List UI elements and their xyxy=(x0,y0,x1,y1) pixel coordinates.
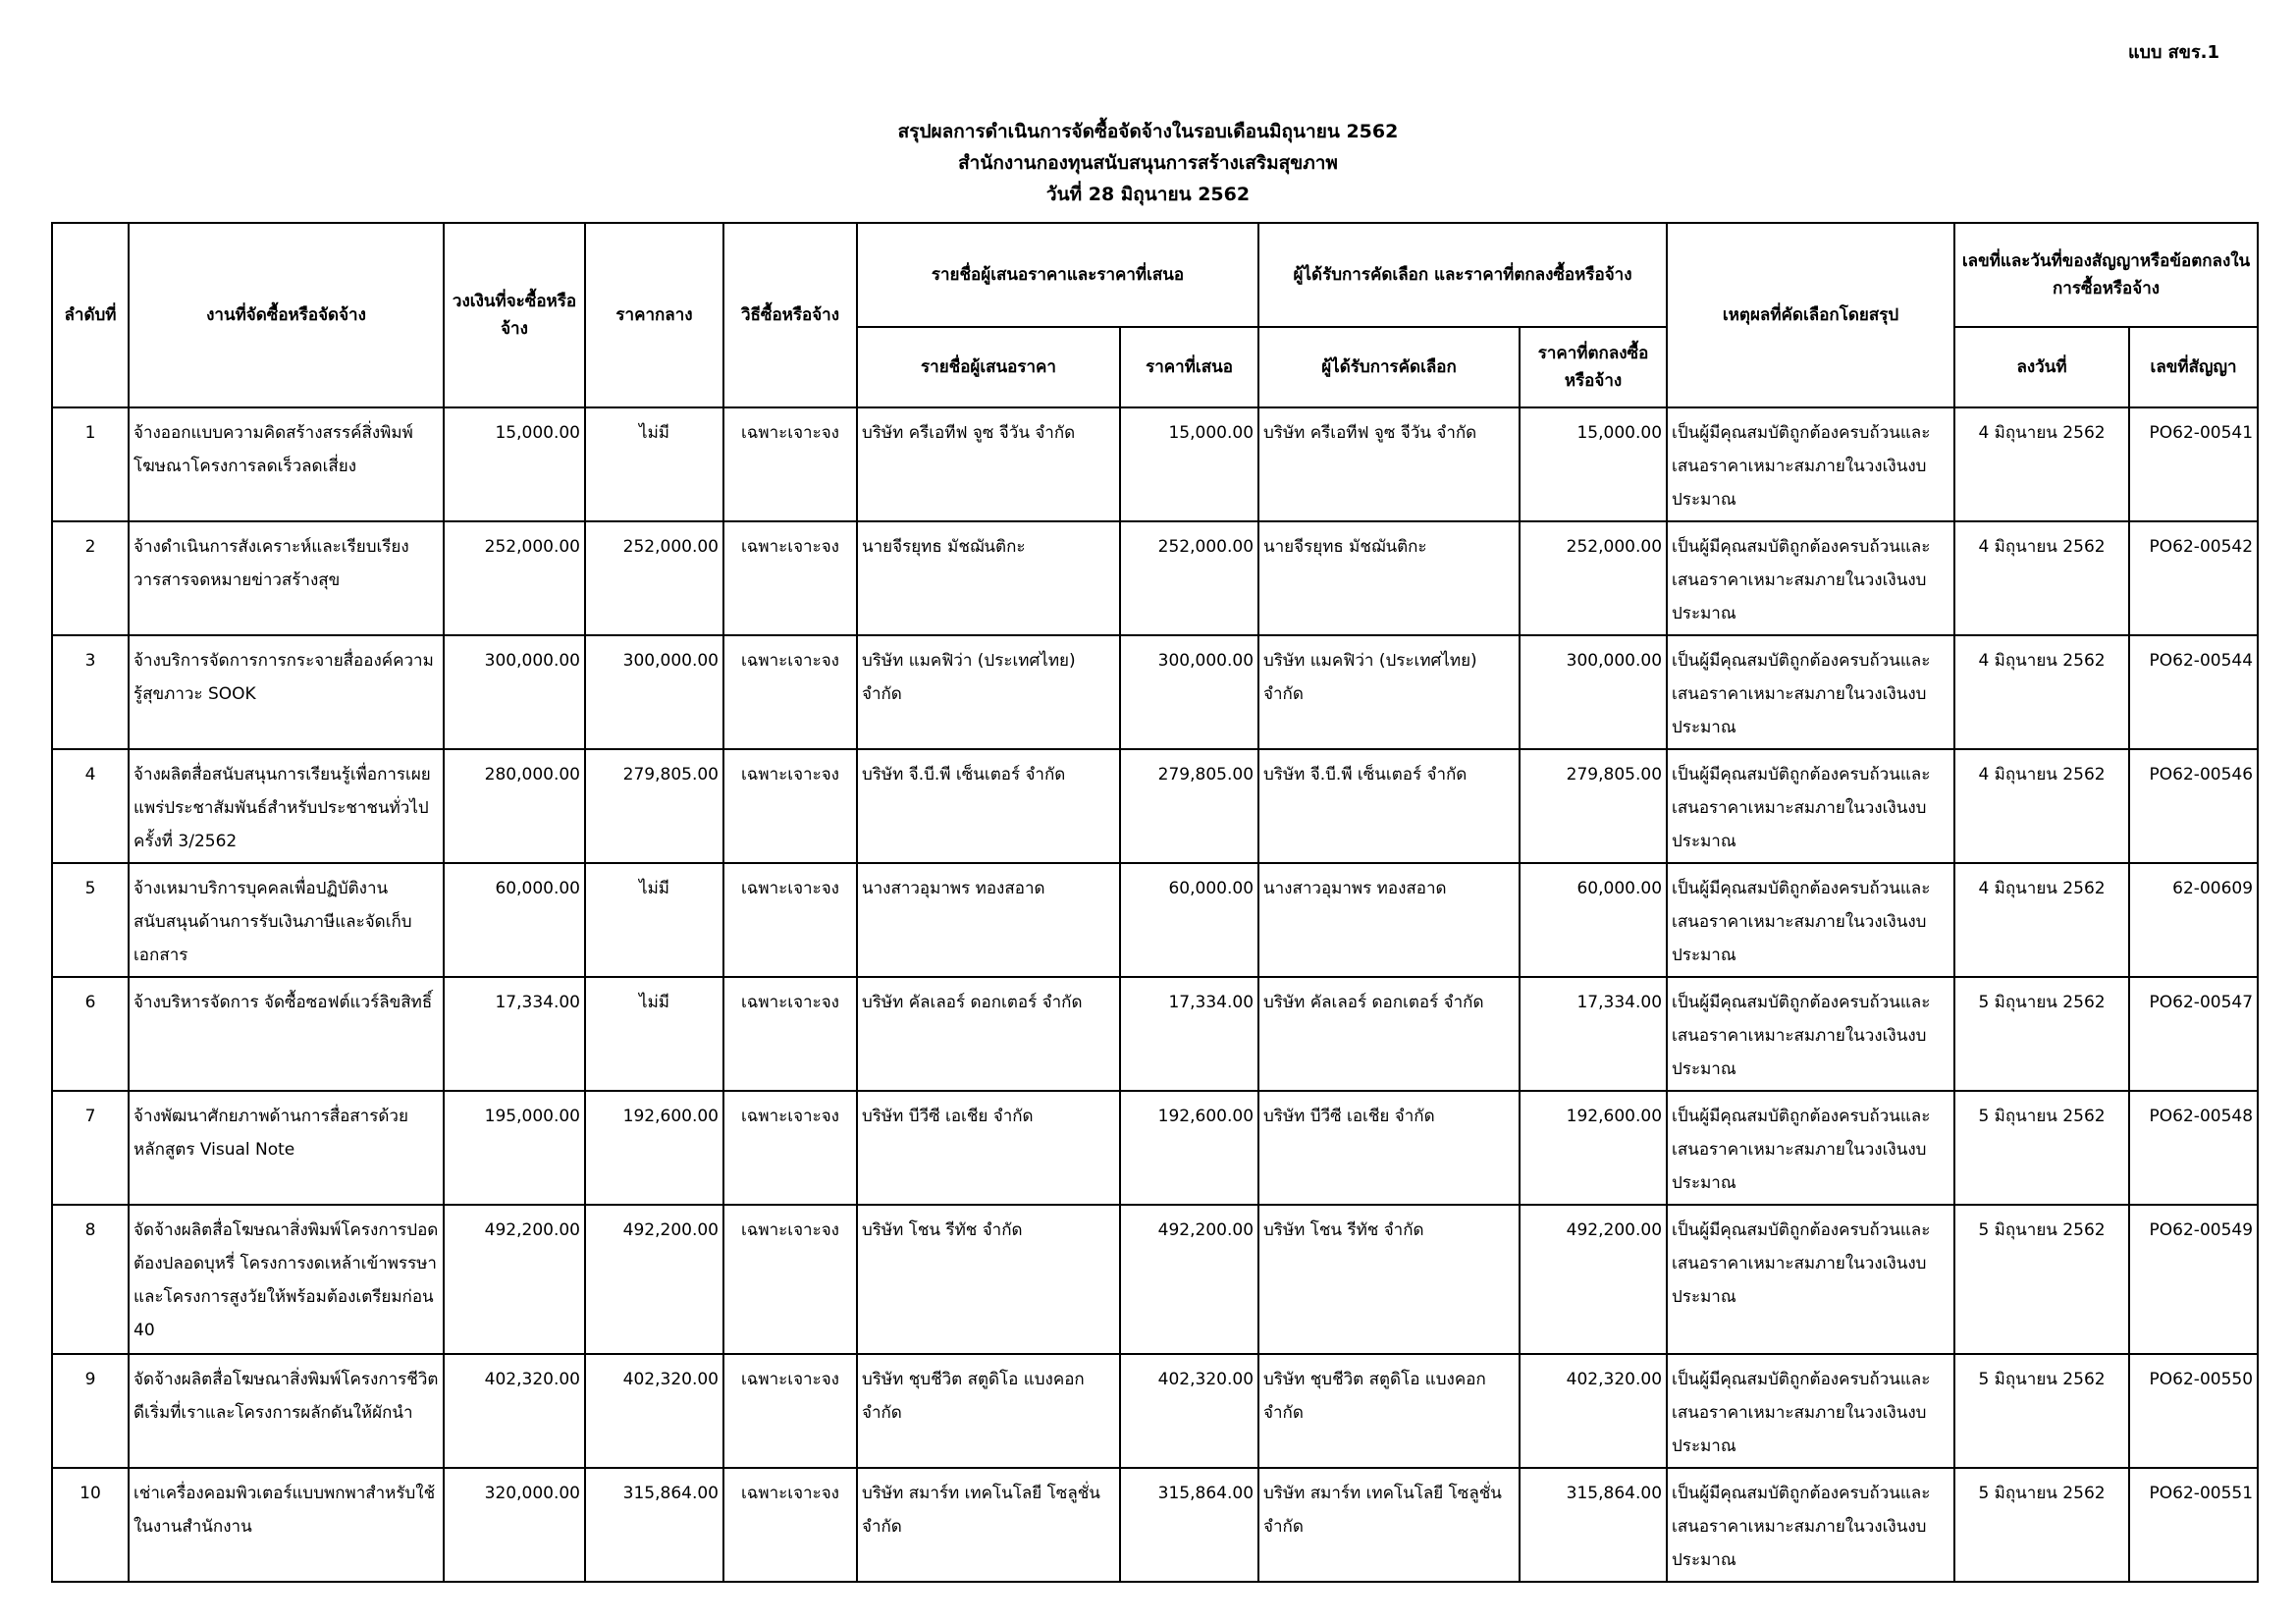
cell-method: เฉพาะเจาะจง xyxy=(723,407,857,521)
cell-contract-no: PO62-00551 xyxy=(2129,1468,2258,1582)
cell-contract-no: PO62-00550 xyxy=(2129,1354,2258,1468)
cell-agreed: 492,200.00 xyxy=(1520,1205,1667,1354)
cell-task: จ้างดำเนินการสังเคราะห์และเรียบเรียงวารสารจดหมายข่าวสร้างสุข xyxy=(129,521,444,635)
cell-bid: 402,320.00 xyxy=(1120,1354,1258,1468)
cell-seq: 6 xyxy=(52,977,129,1091)
col-agreed-price-header: ราคาที่ตกลงซื้อหรือจ้าง xyxy=(1520,327,1667,407)
cell-winner: บริษัท บีวีซี เอเชีย จำกัด xyxy=(1258,1091,1520,1205)
cell-task: เช่าเครื่องคอมพิวเตอร์แบบพกพาสำหรับใช้ในงานสำนักงาน xyxy=(129,1468,444,1582)
cell-winner: บริษัท แมคฟิว่า (ประเทศไทย) จำกัด xyxy=(1258,635,1520,749)
cell-reason: เป็นผู้มีคุณสมบัติถูกต้องครบถ้วนและเสนอราคาเหมาะสมภายในวงเงินงบประมาณ xyxy=(1667,1468,1954,1582)
cell-contract-no: PO62-00547 xyxy=(2129,977,2258,1091)
cell-budget: 300,000.00 xyxy=(444,635,585,749)
col-contract-no-header: เลขที่สัญญา xyxy=(2129,327,2258,407)
cell-method: เฉพาะเจาะจง xyxy=(723,635,857,749)
col-median-header: ราคากลาง xyxy=(585,223,723,407)
cell-reason: เป็นผู้มีคุณสมบัติถูกต้องครบถ้วนและเสนอราคาเหมาะสมภายในวงเงินงบประมาณ xyxy=(1667,977,1954,1091)
cell-budget: 15,000.00 xyxy=(444,407,585,521)
cell-contract-date: 5 มิถุนายน 2562 xyxy=(1954,1468,2129,1582)
cell-budget: 17,334.00 xyxy=(444,977,585,1091)
cell-task: จ้างบริหารจัดการ จัดซื้อซอฟต์แวร์ลิขสิทธิ์ xyxy=(129,977,444,1091)
cell-agreed: 192,600.00 xyxy=(1520,1091,1667,1205)
cell-winner: นางสาวอุมาพร ทองสอาด xyxy=(1258,863,1520,977)
cell-reason: เป็นผู้มีคุณสมบัติถูกต้องครบถ้วนและเสนอราคาเหมาะสมภายในวงเงินงบประมาณ xyxy=(1667,1354,1954,1468)
cell-budget: 320,000.00 xyxy=(444,1468,585,1582)
cell-reason: เป็นผู้มีคุณสมบัติถูกต้องครบถ้วนและเสนอราคาเหมาะสมภายในวงเงินงบประมาณ xyxy=(1667,1205,1954,1354)
cell-task: จ้างผลิตสื่อสนับสนุนการเรียนรู้เพื่อการเผยแพร่ประชาสัมพันธ์สำหรับประชาชนทั่วไป ครั้งที่ 3/2562 xyxy=(129,749,444,863)
cell-reason: เป็นผู้มีคุณสมบัติถูกต้องครบถ้วนและเสนอราคาเหมาะสมภายในวงเงินงบประมาณ xyxy=(1667,407,1954,521)
cell-method: เฉพาะเจาะจง xyxy=(723,749,857,863)
cell-contract-date: 5 มิถุนายน 2562 xyxy=(1954,1091,2129,1205)
cell-task: จัดจ้างผลิตสื่อโฆษณาสิ่งพิมพ์โครงการชีวิตดีเริ่มที่เราและโครงการผลักดันให้ผักนำ xyxy=(129,1354,444,1468)
table-row xyxy=(52,635,2258,749)
organization-name: สำนักงานกองทุนสนับสนุนการสร้างเสริมสุขภาพ xyxy=(958,152,1338,174)
cell-contract-date: 4 มิถุนายน 2562 xyxy=(1954,635,2129,749)
document-header xyxy=(0,116,2296,210)
cell-median: ไม่มี xyxy=(585,407,723,521)
cell-seq: 9 xyxy=(52,1354,129,1468)
col-bidder-name-header: รายชื่อผู้เสนอราคา xyxy=(857,327,1120,407)
cell-bid: 17,334.00 xyxy=(1120,977,1258,1091)
cell-bid: 15,000.00 xyxy=(1120,407,1258,521)
cell-bidder: บริษัท ชุบชีวิต สตูดิโอ แบงคอก จำกัด xyxy=(857,1354,1120,1468)
cell-task: จ้างพัฒนาศักยภาพด้านการสื่อสารด้วยหลักสูตร Visual Note xyxy=(129,1091,444,1205)
cell-median: 252,000.00 xyxy=(585,521,723,635)
col-seq-header: ลำดับที่ xyxy=(52,223,129,407)
col-bidders-group-header: รายชื่อผู้เสนอราคาและราคาที่เสนอ xyxy=(857,223,1258,327)
cell-bidder: บริษัท คัลเลอร์ ดอกเตอร์ จำกัด xyxy=(857,977,1120,1091)
cell-seq: 2 xyxy=(52,521,129,635)
cell-reason: เป็นผู้มีคุณสมบัติถูกต้องครบถ้วนและเสนอราคาเหมาะสมภายในวงเงินงบประมาณ xyxy=(1667,521,1954,635)
cell-method: เฉพาะเจาะจง xyxy=(723,977,857,1091)
cell-agreed: 252,000.00 xyxy=(1520,521,1667,635)
col-reason-header: เหตุผลที่คัดเลือกโดยสรุป xyxy=(1667,223,1954,407)
cell-contract-date: 5 มิถุนายน 2562 xyxy=(1954,1354,2129,1468)
table-row xyxy=(52,749,2258,863)
cell-reason: เป็นผู้มีคุณสมบัติถูกต้องครบถ้วนและเสนอราคาเหมาะสมภายในวงเงินงบประมาณ xyxy=(1667,1091,1954,1205)
cell-bidder: บริษัท แมคฟิว่า (ประเทศไทย) จำกัด xyxy=(857,635,1120,749)
table-row xyxy=(52,863,2258,977)
report-title: สรุปผลการดำเนินการจัดซื้อจัดจ้างในรอบเดือนมิถุนายน 2562 xyxy=(897,121,1399,142)
cell-contract-no: PO62-00541 xyxy=(2129,407,2258,521)
cell-seq: 3 xyxy=(52,635,129,749)
cell-agreed: 315,864.00 xyxy=(1520,1468,1667,1582)
cell-agreed: 60,000.00 xyxy=(1520,863,1667,977)
cell-bidder: บริษัท ครีเอทีฟ จูซ จีวัน จำกัด xyxy=(857,407,1120,521)
cell-contract-no: PO62-00549 xyxy=(2129,1205,2258,1354)
cell-budget: 280,000.00 xyxy=(444,749,585,863)
table-row xyxy=(52,1091,2258,1205)
cell-contract-date: 4 มิถุนายน 2562 xyxy=(1954,521,2129,635)
col-task-header: งานที่จัดซื้อหรือจัดจ้าง xyxy=(129,223,444,407)
cell-method: เฉพาะเจาะจง xyxy=(723,521,857,635)
cell-median: 492,200.00 xyxy=(585,1205,723,1354)
table-row xyxy=(52,521,2258,635)
cell-winner: บริษัท ชุบชีวิต สตูดิโอ แบงคอก จำกัด xyxy=(1258,1354,1520,1468)
cell-bid: 252,000.00 xyxy=(1120,521,1258,635)
cell-contract-no: 62-00609 xyxy=(2129,863,2258,977)
table-header xyxy=(52,223,2258,407)
cell-contract-no: PO62-00544 xyxy=(2129,635,2258,749)
cell-seq: 1 xyxy=(52,407,129,521)
cell-budget: 252,000.00 xyxy=(444,521,585,635)
cell-winner: นายจีรยุทธ มัชฌันติกะ xyxy=(1258,521,1520,635)
col-method-header: วิธีซื้อหรือจ้าง xyxy=(723,223,857,407)
cell-median: 192,600.00 xyxy=(585,1091,723,1205)
cell-method: เฉพาะเจาะจง xyxy=(723,863,857,977)
cell-task: จ้างเหมาบริการบุคคลเพื่อปฏิบัติงานสนับสนุนด้านการรับเงินภาษีและจัดเก็บเอกสาร xyxy=(129,863,444,977)
cell-method: เฉพาะเจาะจง xyxy=(723,1205,857,1354)
cell-winner: บริษัท จี.บี.พี เซ็นเตอร์ จำกัด xyxy=(1258,749,1520,863)
cell-task: จ้างออกแบบความคิดสร้างสรรค์สิ่งพิมพ์โฆษณาโครงการลดเร็วลดเสี่ยง xyxy=(129,407,444,521)
cell-contract-date: 5 มิถุนายน 2562 xyxy=(1954,1205,2129,1354)
cell-bid: 60,000.00 xyxy=(1120,863,1258,977)
cell-contract-date: 4 มิถุนายน 2562 xyxy=(1954,863,2129,977)
cell-bidder: บริษัท โชน รีทัช จำกัด xyxy=(857,1205,1120,1354)
col-bid-price-header: ราคาที่เสนอ xyxy=(1120,327,1258,407)
cell-winner: บริษัท โชน รีทัช จำกัด xyxy=(1258,1205,1520,1354)
cell-median: ไม่มี xyxy=(585,863,723,977)
cell-contract-no: PO62-00548 xyxy=(2129,1091,2258,1205)
table-row xyxy=(52,1205,2258,1354)
cell-agreed: 300,000.00 xyxy=(1520,635,1667,749)
cell-reason: เป็นผู้มีคุณสมบัติถูกต้องครบถ้วนและเสนอราคาเหมาะสมภายในวงเงินงบประมาณ xyxy=(1667,749,1954,863)
table-row xyxy=(52,1468,2258,1582)
cell-bid: 300,000.00 xyxy=(1120,635,1258,749)
cell-contract-date: 4 มิถุนายน 2562 xyxy=(1954,749,2129,863)
cell-contract-date: 4 มิถุนายน 2562 xyxy=(1954,407,2129,521)
cell-task: จ้างบริการจัดการการกระจายสื่อองค์ความรู้สุขภาวะ SOOK xyxy=(129,635,444,749)
col-contract-group-header: เลขที่และวันที่ของสัญญาหรือข้อตกลงในการซื้อหรือจ้าง xyxy=(1954,223,2258,327)
cell-median: 279,805.00 xyxy=(585,749,723,863)
cell-bidder: นายจีรยุทธ มัชฌันติกะ xyxy=(857,521,1120,635)
cell-bid: 279,805.00 xyxy=(1120,749,1258,863)
cell-agreed: 15,000.00 xyxy=(1520,407,1667,521)
cell-seq: 7 xyxy=(52,1091,129,1205)
cell-winner: บริษัท ครีเอทีฟ จูซ จีวัน จำกัด xyxy=(1258,407,1520,521)
cell-bid: 192,600.00 xyxy=(1120,1091,1258,1205)
col-winner-group-header: ผู้ได้รับการคัดเลือก และราคาที่ตกลงซื้อหรือจ้าง xyxy=(1258,223,1667,327)
col-contract-date-header: ลงวันที่ xyxy=(1954,327,2129,407)
cell-agreed: 279,805.00 xyxy=(1520,749,1667,863)
cell-bidder: บริษัท จี.บี.พี เซ็นเตอร์ จำกัด xyxy=(857,749,1120,863)
cell-seq: 5 xyxy=(52,863,129,977)
cell-median: 315,864.00 xyxy=(585,1468,723,1582)
cell-median: ไม่มี xyxy=(585,977,723,1091)
table-row xyxy=(52,977,2258,1091)
cell-budget: 195,000.00 xyxy=(444,1091,585,1205)
cell-agreed: 402,320.00 xyxy=(1520,1354,1667,1468)
cell-bidder: บริษัท บีวีซี เอเชีย จำกัด xyxy=(857,1091,1120,1205)
cell-contract-no: PO62-00542 xyxy=(2129,521,2258,635)
cell-method: เฉพาะเจาะจง xyxy=(723,1468,857,1582)
cell-bidder: นางสาวอุมาพร ทองสอาด xyxy=(857,863,1120,977)
cell-agreed: 17,334.00 xyxy=(1520,977,1667,1091)
cell-reason: เป็นผู้มีคุณสมบัติถูกต้องครบถ้วนและเสนอราคาเหมาะสมภายในวงเงินงบประมาณ xyxy=(1667,863,1954,977)
cell-median: 402,320.00 xyxy=(585,1354,723,1468)
cell-winner: บริษัท คัลเลอร์ ดอกเตอร์ จำกัด xyxy=(1258,977,1520,1091)
col-winner-name-header: ผู้ได้รับการคัดเลือก xyxy=(1258,327,1520,407)
cell-budget: 60,000.00 xyxy=(444,863,585,977)
cell-task: จัดจ้างผลิตสื่อโฆษณาสิ่งพิมพ์โครงการปอดต้องปลอดบุหรี่ โครงการงดเหล้าเข้าพรรษา และโครงการสูงวัยให้พร้อมต้องเตรียมก่อน 40 xyxy=(129,1205,444,1354)
table-row xyxy=(52,1354,2258,1468)
cell-seq: 10 xyxy=(52,1468,129,1582)
cell-contract-no: PO62-00546 xyxy=(2129,749,2258,863)
cell-seq: 8 xyxy=(52,1205,129,1354)
report-date: วันที่ 28 มิถุนายน 2562 xyxy=(1045,184,1251,205)
cell-bid: 492,200.00 xyxy=(1120,1205,1258,1354)
form-code: แบบ สขร.1 xyxy=(2127,42,2219,63)
col-budget-header: วงเงินที่จะซื้อหรือจ้าง xyxy=(444,223,585,407)
cell-budget: 492,200.00 xyxy=(444,1205,585,1354)
procurement-table xyxy=(51,222,2259,1583)
cell-bid: 315,864.00 xyxy=(1120,1468,1258,1582)
cell-median: 300,000.00 xyxy=(585,635,723,749)
cell-winner: บริษัท สมาร์ท เทคโนโลยี โซลูชั่น จำกัด xyxy=(1258,1468,1520,1582)
cell-method: เฉพาะเจาะจง xyxy=(723,1354,857,1468)
cell-contract-date: 5 มิถุนายน 2562 xyxy=(1954,977,2129,1091)
table-body xyxy=(52,407,2258,1582)
cell-seq: 4 xyxy=(52,749,129,863)
table-row xyxy=(52,407,2258,521)
cell-reason: เป็นผู้มีคุณสมบัติถูกต้องครบถ้วนและเสนอราคาเหมาะสมภายในวงเงินงบประมาณ xyxy=(1667,635,1954,749)
cell-bidder: บริษัท สมาร์ท เทคโนโลยี โซลูชั่น จำกัด xyxy=(857,1468,1120,1582)
cell-method: เฉพาะเจาะจง xyxy=(723,1091,857,1205)
cell-budget: 402,320.00 xyxy=(444,1354,585,1468)
